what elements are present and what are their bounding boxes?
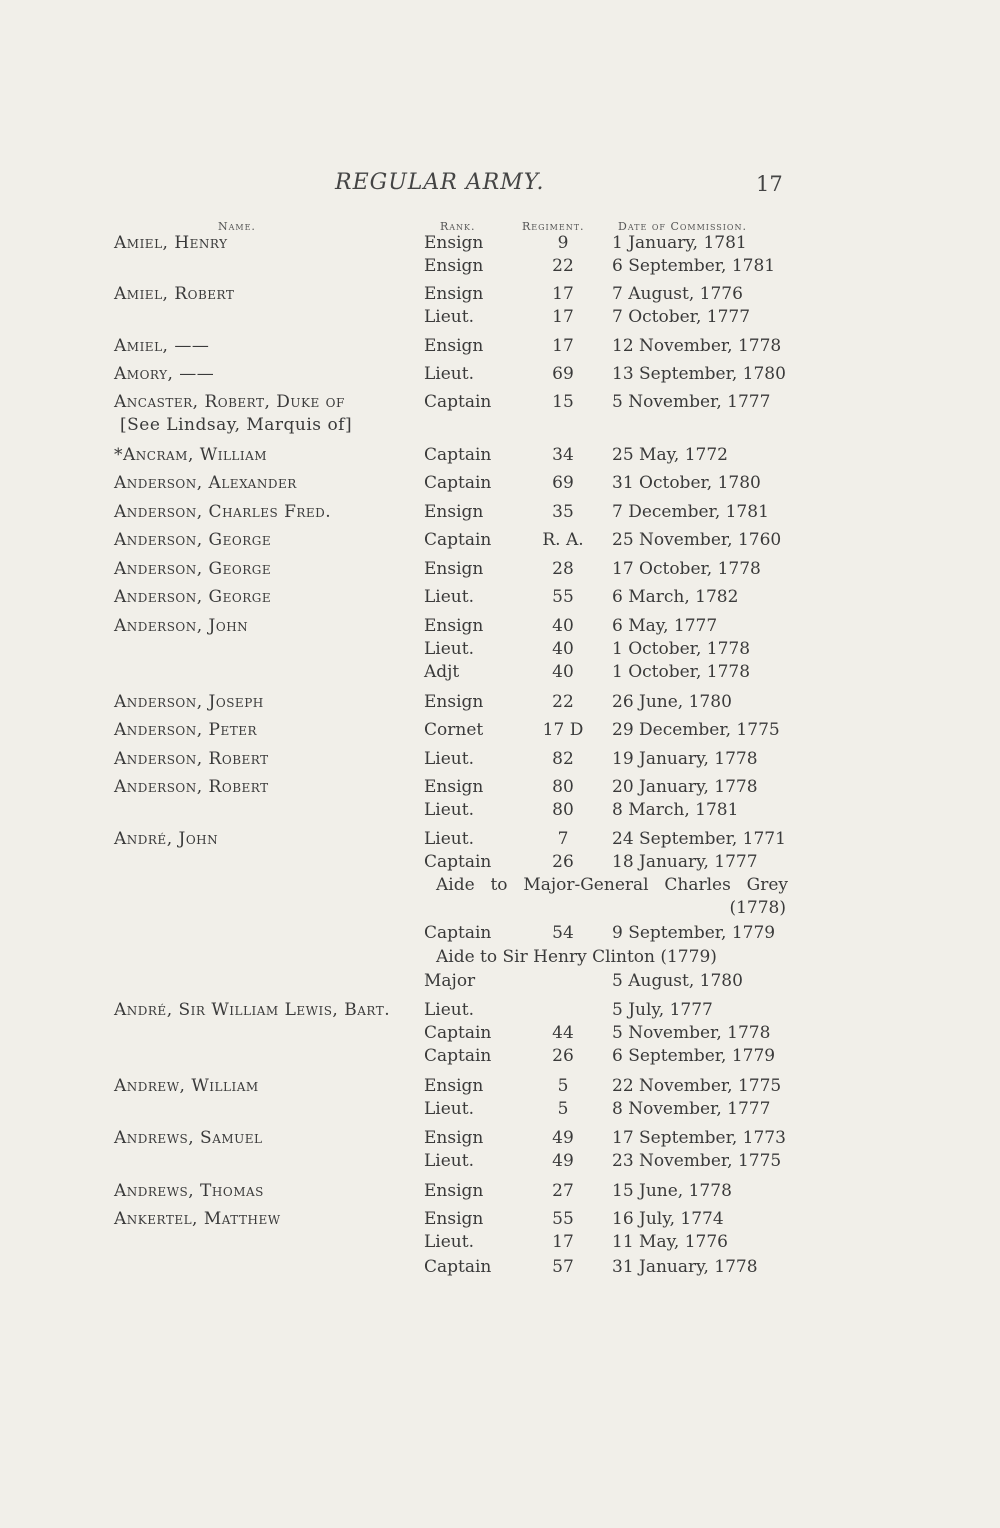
- date-cell: 16 July, 1774: [612, 1209, 724, 1229]
- list-item: [0, 945, 1000, 969]
- column-header-rank: Rank.: [440, 220, 476, 233]
- date-cell: 29 December, 1775: [612, 720, 780, 740]
- list-item: [0, 254, 1000, 278]
- list-item: [0, 614, 1000, 638]
- regiment-cell: 80: [552, 777, 574, 797]
- regiment-cell: 44: [552, 1023, 574, 1043]
- regiment-cell: 22: [552, 692, 574, 712]
- rank-cell: Ensign: [424, 1181, 484, 1201]
- rank-cell: Ensign: [424, 1128, 484, 1148]
- rank-cell: Lieut.: [424, 1151, 474, 1171]
- column-header-regiment: Regiment.: [522, 220, 585, 233]
- regiment-cell: 34: [552, 445, 574, 465]
- date-cell: 1 January, 1781: [612, 233, 747, 253]
- rank-cell: Ensign: [424, 559, 484, 579]
- date-cell: 22 November, 1775: [612, 1076, 782, 1096]
- date-cell: 5 November, 1778: [612, 1023, 771, 1043]
- officer-name: Anderson, Charles Fred.: [114, 502, 332, 522]
- list-item: [0, 1044, 1000, 1068]
- date-cell: 26 June, 1780: [612, 692, 732, 712]
- rank-cell: Lieut.: [424, 364, 474, 384]
- list-item: [0, 471, 1000, 495]
- column-header-name: Name.: [218, 220, 256, 233]
- list-item: [0, 413, 1000, 437]
- date-cell: 24 September, 1771: [612, 829, 786, 849]
- date-cell: 15 June, 1778: [612, 1181, 732, 1201]
- column-header-date: Date of Commission.: [618, 220, 747, 233]
- regiment-cell: 80: [552, 800, 574, 820]
- note-word: Aide: [436, 875, 475, 895]
- date-cell: 5 August, 1780: [612, 971, 743, 991]
- list-item: [0, 305, 1000, 329]
- date-cell: 11 May, 1776: [612, 1232, 728, 1252]
- list-item: [0, 775, 1000, 799]
- regiment-cell: 5: [557, 1076, 569, 1096]
- date-cell: 20 January, 1778: [612, 777, 758, 797]
- list-item: [0, 798, 1000, 822]
- rank-cell: Lieut.: [424, 587, 474, 607]
- list-item: [0, 690, 1000, 714]
- date-cell: 19 January, 1778: [612, 749, 758, 769]
- rank-cell: Lieut.: [424, 1099, 474, 1119]
- note-continuation: (1778): [729, 898, 786, 918]
- date-cell: 7 October, 1777: [612, 307, 751, 327]
- regiment-cell: 15: [552, 392, 574, 412]
- officer-name: [See Lindsay, Marquis of]: [120, 415, 353, 435]
- rank-cell: Ensign: [424, 616, 484, 636]
- regiment-cell: 9: [557, 233, 569, 253]
- officer-name: Amiel, ——: [114, 336, 210, 356]
- regiment-cell: 17: [552, 336, 574, 356]
- date-cell: 17 October, 1778: [612, 559, 761, 579]
- list-item: [0, 921, 1000, 945]
- list-item: [0, 1179, 1000, 1203]
- officer-name: Anderson, Robert: [114, 777, 269, 797]
- rank-cell: Ensign: [424, 1209, 484, 1229]
- rank-cell: Cornet: [424, 720, 484, 740]
- regiment-cell: 82: [552, 749, 574, 769]
- rank-cell: Major: [424, 971, 476, 991]
- note-line: [436, 873, 788, 897]
- regiment-cell: 55: [552, 587, 574, 607]
- regiment-cell: 69: [552, 473, 574, 493]
- date-cell: 25 May, 1772: [612, 445, 728, 465]
- note-word: Charles: [664, 875, 731, 895]
- date-cell: 5 November, 1777: [612, 392, 771, 412]
- officer-name: Andrews, Thomas: [114, 1181, 264, 1201]
- list-item: [0, 1255, 1000, 1279]
- officer-name: Anderson, Joseph: [114, 692, 264, 712]
- list-item: [0, 362, 1000, 386]
- rank-cell: Ensign: [424, 1076, 484, 1096]
- officer-name: Anderson, John: [114, 616, 249, 636]
- rank-cell: Ensign: [424, 256, 484, 276]
- list-item: [0, 718, 1000, 742]
- list-item: [0, 1097, 1000, 1121]
- officer-name: Ancaster, Robert, Duke of: [114, 392, 345, 412]
- regiment-cell: 17: [552, 1232, 574, 1252]
- regiment-cell: 17 D: [542, 720, 584, 740]
- list-item: [0, 334, 1000, 358]
- date-cell: 1 October, 1778: [612, 639, 751, 659]
- list-item: [0, 390, 1000, 414]
- list-item: [0, 500, 1000, 524]
- regiment-cell: 49: [552, 1128, 574, 1148]
- running-title: REGULAR ARMY.: [335, 170, 545, 195]
- rank-cell: Captain: [424, 1046, 492, 1066]
- list-item: [0, 827, 1000, 851]
- regiment-cell: 57: [552, 1257, 574, 1277]
- regiment-cell: 40: [552, 639, 574, 659]
- date-cell: 6 May, 1777: [612, 616, 718, 636]
- officer-name: Anderson, George: [114, 559, 272, 579]
- date-cell: 23 November, 1775: [612, 1151, 782, 1171]
- officer-name: Anderson, Peter: [114, 720, 258, 740]
- rank-cell: Captain: [424, 1257, 492, 1277]
- list-item: [0, 1021, 1000, 1045]
- date-cell: 9 September, 1779: [612, 923, 776, 943]
- regiment-cell: 40: [552, 662, 574, 682]
- regiment-cell: 28: [552, 559, 574, 579]
- rank-cell: Adjt: [424, 662, 460, 682]
- regiment-cell: 5: [557, 1099, 569, 1119]
- regiment-cell: 49: [552, 1151, 574, 1171]
- date-cell: 17 September, 1773: [612, 1128, 786, 1148]
- date-cell: 7 December, 1781: [612, 502, 769, 522]
- list-item: [0, 1149, 1000, 1173]
- list-item: [0, 1074, 1000, 1098]
- list-item: [0, 896, 1000, 920]
- date-cell: 18 January, 1777: [612, 852, 758, 872]
- rank-cell: Ensign: [424, 777, 484, 797]
- date-cell: 5 July, 1777: [612, 1000, 713, 1020]
- rank-cell: Captain: [424, 445, 492, 465]
- list-item: [0, 873, 1000, 897]
- date-cell: 1 October, 1778: [612, 662, 751, 682]
- officer-name: Anderson, George: [114, 587, 272, 607]
- officer-name: Andrew, William: [114, 1076, 259, 1096]
- list-item: [0, 231, 1000, 255]
- note-word: to: [490, 875, 508, 895]
- date-cell: 6 September, 1779: [612, 1046, 776, 1066]
- date-cell: 8 November, 1777: [612, 1099, 771, 1119]
- rank-cell: Lieut.: [424, 307, 474, 327]
- officer-name: *Ancram, William: [114, 445, 268, 465]
- list-item: [0, 282, 1000, 306]
- list-item: [0, 1230, 1000, 1254]
- list-item: [0, 637, 1000, 661]
- rank-cell: Lieut.: [424, 800, 474, 820]
- rank-cell: Ensign: [424, 692, 484, 712]
- rank-cell: Lieut.: [424, 639, 474, 659]
- regiment-cell: 55: [552, 1209, 574, 1229]
- rank-cell: Ensign: [424, 502, 484, 522]
- date-cell: 6 September, 1781: [612, 256, 776, 276]
- note-line: Aide to Sir Henry Clinton (1779): [436, 947, 717, 967]
- list-item: [0, 969, 1000, 993]
- officer-name: Andrews, Samuel: [114, 1128, 263, 1148]
- list-item: [0, 1207, 1000, 1231]
- list-item: [0, 1126, 1000, 1150]
- rank-cell: Lieut.: [424, 1000, 474, 1020]
- regiment-cell: 17: [552, 307, 574, 327]
- rank-cell: Captain: [424, 392, 492, 412]
- rank-cell: Captain: [424, 530, 492, 550]
- rank-cell: Lieut.: [424, 749, 474, 769]
- list-item: [0, 850, 1000, 874]
- date-cell: 31 January, 1778: [612, 1257, 758, 1277]
- list-item: [0, 660, 1000, 684]
- rank-cell: Captain: [424, 473, 492, 493]
- officer-name: Anderson, Alexander: [114, 473, 297, 493]
- date-cell: 6 March, 1782: [612, 587, 739, 607]
- officer-name: André, Sir William Lewis, Bart.: [114, 1000, 391, 1020]
- regiment-cell: 27: [552, 1181, 574, 1201]
- rank-cell: Lieut.: [424, 1232, 474, 1252]
- list-item: [0, 443, 1000, 467]
- page-number: 17: [756, 172, 783, 196]
- regiment-cell: 26: [552, 1046, 574, 1066]
- officer-name: Amory, ——: [114, 364, 215, 384]
- list-item: [0, 747, 1000, 771]
- regiment-cell: 22: [552, 256, 574, 276]
- regiment-cell: 40: [552, 616, 574, 636]
- date-cell: 8 March, 1781: [612, 800, 739, 820]
- list-item: [0, 557, 1000, 581]
- note-word: Grey: [746, 875, 788, 895]
- date-cell: 12 November, 1778: [612, 336, 782, 356]
- date-cell: 25 November, 1760: [612, 530, 782, 550]
- officer-name: Anderson, Robert: [114, 749, 269, 769]
- officer-name: Amiel, Henry: [114, 233, 228, 253]
- date-cell: 31 October, 1780: [612, 473, 761, 493]
- rank-cell: Ensign: [424, 336, 484, 356]
- date-cell: 7 August, 1776: [612, 284, 743, 304]
- rank-cell: Captain: [424, 923, 492, 943]
- regiment-cell: 35: [552, 502, 574, 522]
- officer-name: Anderson, George: [114, 530, 272, 550]
- officer-name: Amiel, Robert: [114, 284, 235, 304]
- regiment-cell: 7: [557, 829, 569, 849]
- list-item: [0, 998, 1000, 1022]
- regiment-cell: 26: [552, 852, 574, 872]
- officer-name: Ankertel, Matthew: [114, 1209, 281, 1229]
- note-word: Major-General: [523, 875, 649, 895]
- regiment-cell: R. A.: [542, 530, 584, 550]
- regiment-cell: 54: [552, 923, 574, 943]
- regiment-cell: 69: [552, 364, 574, 384]
- rank-cell: Lieut.: [424, 829, 474, 849]
- regiment-cell: 17: [552, 284, 574, 304]
- date-cell: 13 September, 1780: [612, 364, 786, 384]
- rank-cell: Ensign: [424, 233, 484, 253]
- rank-cell: Captain: [424, 1023, 492, 1043]
- officer-name: André, John: [114, 829, 219, 849]
- list-item: [0, 528, 1000, 552]
- list-item: [0, 585, 1000, 609]
- rank-cell: Captain: [424, 852, 492, 872]
- rank-cell: Ensign: [424, 284, 484, 304]
